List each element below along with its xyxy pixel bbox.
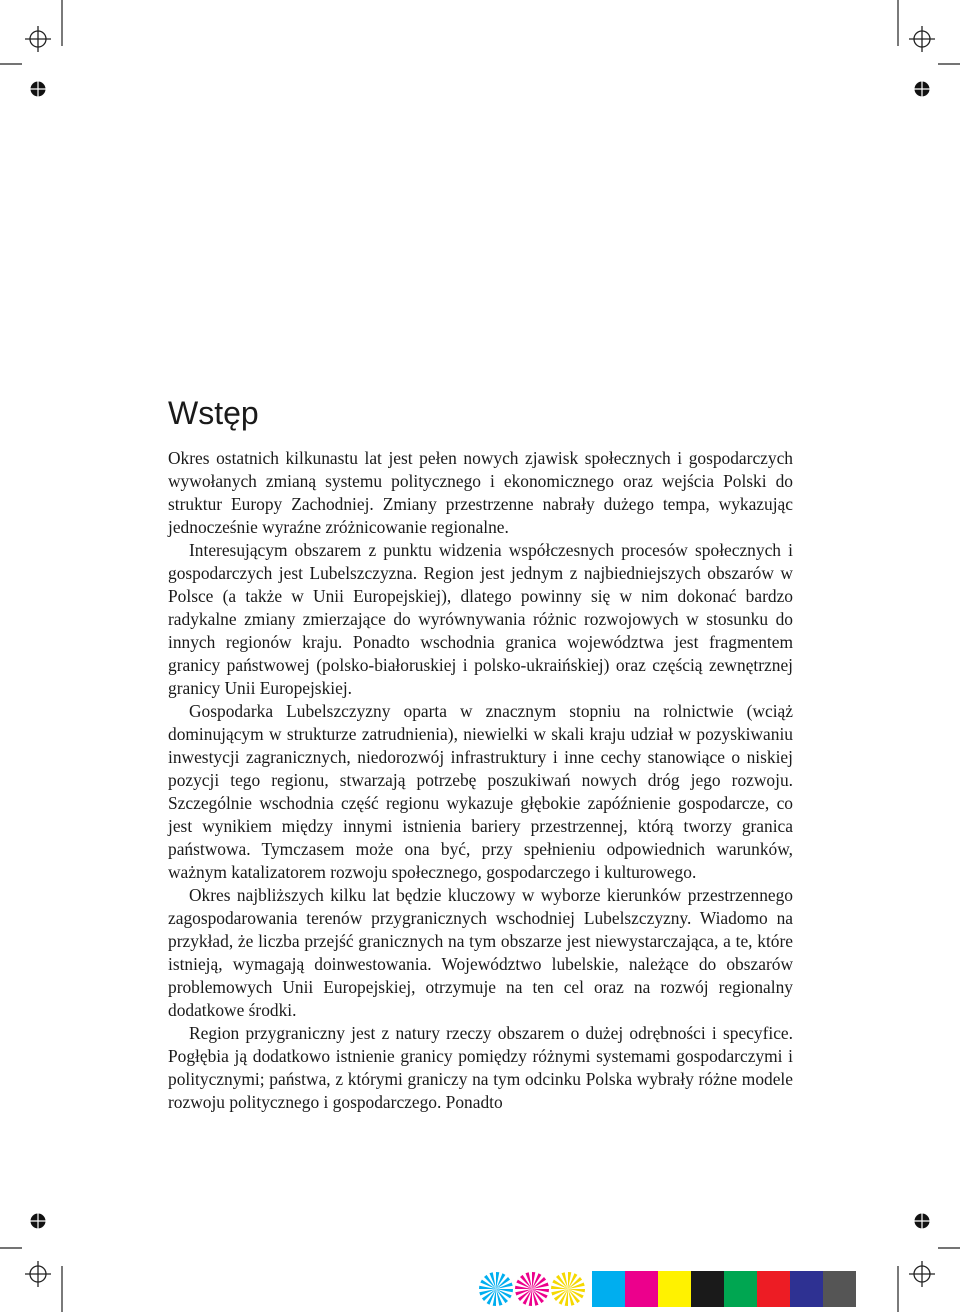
color-patch [757,1271,790,1307]
registration-mark-top-right-icon [909,26,935,52]
target-mark-bottom-left-icon [29,1212,47,1230]
color-control-bar [592,1271,856,1307]
page-title: Wstęp [168,395,259,431]
paragraph: Region przygraniczny jest z natury rzeczy obszarem o dużej odrębności i specyfice. Pogłębia ją dodatkowo istnienie granicy pomiędzy różnymi systemami gospodarczymi i politycznymi; państwa, z którymi graniczy na tym odcinku Polska wybrały różne modele rozwoju politycznego i gospodarczego. Ponadto [168,1023,793,1112]
color-patch [658,1271,691,1307]
color-patch [823,1271,856,1307]
registration-mark-bottom-left-icon [25,1261,51,1287]
target-mark-top-right-icon [913,80,931,98]
body-text [168,447,793,1114]
starburst-yellow-icon [550,1271,586,1307]
target-mark-bottom-right-icon [913,1212,931,1230]
registration-mark-bottom-right-icon [909,1261,935,1287]
paragraph: Okres najbliższych kilku lat będzie kluczowy w wyborze kierunków przestrzennego zagospodarowania terenów przygranicznych wschodniej Lubelszczyzny. Wiadomo na przykład, że liczba przejść granicznych na tym obszarze jest niewystarczająca, a te, które istnieją, wymagają doinwestowania. Województwo lubelskie, należące do obszarów problemowych Unii Europejskiej, otrzymuje na ten cel oraz na rozwój regionalny dodatkowe środki. [168,885,793,1020]
registration-mark-top-left-icon [25,26,51,52]
starburst-cyan-icon [478,1271,514,1307]
starburst-magenta-icon [514,1271,550,1307]
paragraph: Gospodarka Lubelszczyzny oparta w znacznym stopniu na rolnictwie (wciąż dominującym w strukturze zatrudnienia), niewielki w skali kraju udział w pozyskiwaniu inwestycji zagranicznych, niedorozwój infrastruktury i inne cechy stanowiące o niskiej pozycji tego regionu, stwarzają potrzebę poszukiwań nowych dróg jego rozwoju. Szczególnie wschodnia część regionu wykazuje głębokie zapóźnienie gospodarcze, co jest wynikiem między innymi istnienia bariery przestrzennej, którą tworzy granica państwowa. Tymczasem może ona być, przy spełnieniu odpowiednich warunków, ważnym katalizatorem rozwoju społecznego, gospodarczego i kulturowego. [168,701,793,882]
color-patch [691,1271,724,1307]
color-patch [625,1271,658,1307]
color-patch [790,1271,823,1307]
color-patch [724,1271,757,1307]
color-patch [592,1271,625,1307]
target-mark-top-left-icon [29,80,47,98]
paragraph: Okres ostatnich kilkunastu lat jest pełen nowych zjawisk społecznych i gospodarczych wywołanych zmianą systemu politycznego i ekonomicznego oraz wejścia Polski do struktur Europy Zachodniej. Zmiany przestrzenne nabrały dużego tempa, wykazując jednocześnie wyraźne zróżnicowanie regionalne. [168,448,793,537]
paragraph: Interesującym obszarem z punktu widzenia współczesnych procesów społecznych i gospodarczych jest Lubelszczyzna. Region jest jednym z najbiedniejszych obszarów w Polsce (a także w Unii Europejskiej), dlatego powinny się w nim dokonać bardzo radykalne zmiany zmierzające do wyrównywania różnic rozwojowych w stosunku do innych regionów kraju. Ponadto wschodnia granica województwa jest fragmentem granicy państwowej (polsko-białoruskiej i polsko-ukraińskiej) oraz częścią zewnętrznej granicy Unii Europejskiej. [168,540,793,698]
